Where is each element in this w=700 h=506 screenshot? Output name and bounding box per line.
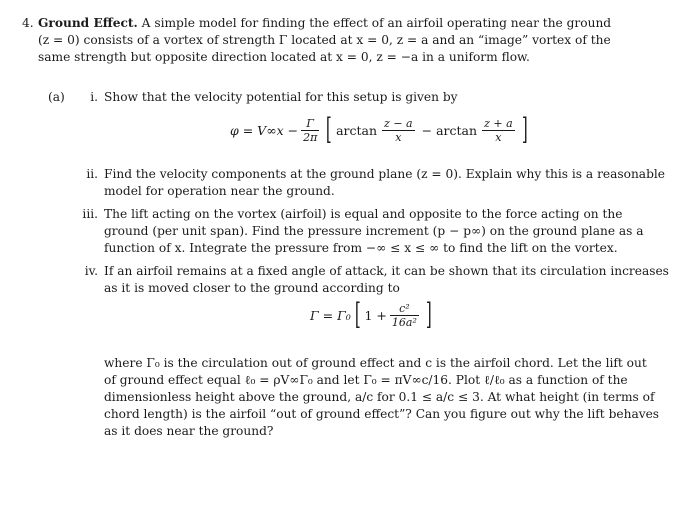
closing-line-1: where Γ₀ is the circulation out of ground effect and c is the airfoil chord. Let the lift out [104,356,647,370]
eq2-close-bracket: ] [425,297,432,332]
item-ii-body [104,166,674,200]
item-iv-body [104,263,674,297]
closing-paragraph [104,355,674,440]
eq2-open-bracket: [ [354,297,361,332]
closing-line-2: of ground effect equal ℓ₀ = ρV∞Γ₀ and let Γ₀ = πV∞c/16. Plot ℓ/ℓ₀ as a function of the [104,373,628,387]
eq1-coefficient [301,117,319,144]
item-i-label: i. [90,90,98,104]
part-a-item-ii [82,166,674,200]
intro-line-1 [38,15,662,32]
eq2-frac [390,302,419,329]
eq2-frac-den: 16a² [391,315,417,329]
eq1-lhs: φ = V∞x − [230,122,299,138]
item-ii-line-2: model for operation near the ground. [104,184,335,198]
closing-line-4: chord length) is the airfoil “out of ground effect”? Can you figure out why the lift behaves [104,407,660,421]
eq2-one-plus: 1 + [364,307,387,323]
eq1-frac1 [382,117,415,144]
problem-title: Ground Effect. [38,16,138,30]
velocity-potential-equation [230,112,531,147]
eq1-coef-num: Γ [306,116,315,130]
item-iv-line-2: as it is moved closer to the ground according to [104,281,400,295]
problem-intro [38,15,662,66]
item-i-line-1: Show that the velocity potential for this setup is given by [104,90,458,104]
item-iii-line-1: The lift acting on the vortex (airfoil) is equal and opposite to the force acting on the [104,207,623,221]
item-i-body [104,89,674,106]
intro-line-2: (z = 0) consists of a vortex of strength Γ located at x = 0, z = a and an “image” vortex of the [38,33,611,47]
item-iii-body [104,206,674,257]
eq1-coef-den: 2π [303,130,318,144]
eq1-close-bracket: ] [521,112,528,147]
closing-line-5: as it does near the ground? [104,424,274,438]
part-a-item-i [82,89,674,106]
part-a-item-iv-continued [82,355,674,440]
eq1-frac1-num: z − a [384,116,413,130]
eq2-lhs: Γ = Γ₀ [310,307,351,323]
part-a-item-iv [82,263,674,297]
closing-line-3: dimensionless height above the ground, a/c for 0.1 ≤ a/c ≤ 3. At what height (in terms of [104,390,655,404]
eq1-frac2-num: z + a [484,116,513,130]
item-ii-line-1: Find the velocity components at the ground plane (z = 0). Explain why this is a reasonable [104,167,665,181]
problem-number: 4. [22,16,34,30]
eq1-fn1: arctan [336,122,378,138]
eq1-frac1-den: x [395,130,402,144]
eq1-open-bracket: [ [326,112,333,147]
item-iii-label: iii. [82,207,98,221]
item-iii-line-2: ground (per unit span). Find the pressure increment (p − p∞) on the ground plane as a [104,224,644,238]
part-a-label: (a) [48,90,65,104]
eq1-fn2: arctan [436,122,478,138]
item-iv-line-1: If an airfoil remains at a fixed angle of attack, it can be shown that its circulation increases [104,264,669,278]
intro-line-1-text: A simple model for finding the effect of an airfoil operating near the ground [141,16,612,30]
eq1-frac2-den: x [495,130,502,144]
intro-line-3: same strength but opposite direction located at x = 0, z = −a in a uniform flow. [38,50,530,64]
circulation-equation [310,297,436,332]
item-ii-label: ii. [86,167,98,181]
item-iii-line-3: function of x. Integrate the pressure from −∞ ≤ x ≤ ∞ to find the lift on the vortex. [104,241,618,255]
item-iv-label: iv. [84,264,98,278]
eq1-frac2 [482,117,515,144]
part-a-item-iii [82,206,674,257]
eq2-frac-num: c² [399,301,410,315]
eq1-minus: − [421,122,433,138]
